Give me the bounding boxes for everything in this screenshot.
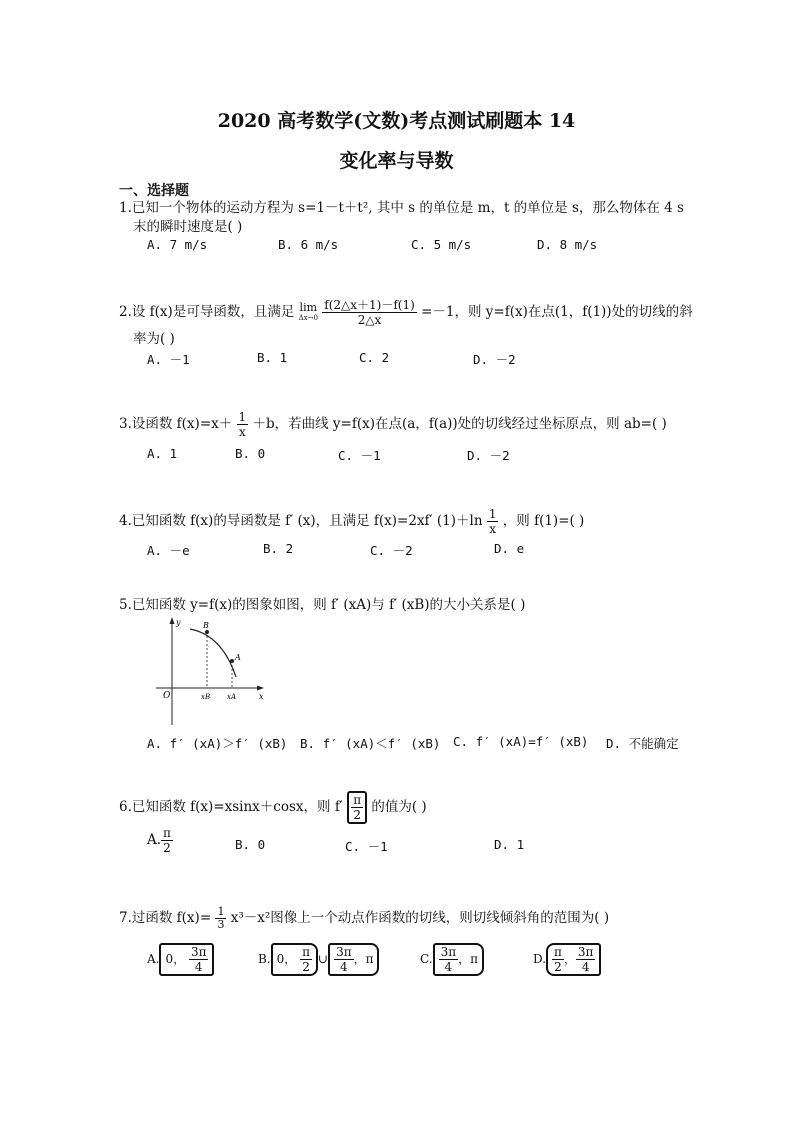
q7-prefix: 7.过函数 f(x)= [119,910,212,926]
q2-option-d: D. －2 [473,352,516,367]
y-axis-label: y [176,618,181,627]
q3-fraction-num: 1 [238,410,247,424]
q7-suffix: x³－x²图像上一个动点作函数的切线，则切线倾斜角的范围为( ) [230,910,610,926]
q7-option-d-den-1: 2 [554,960,562,974]
q2-limit [298,300,318,323]
q7-option-c-den: 4 [444,960,453,974]
q5-option-a: A. f′ (xA)＞f′ (xB) [147,736,288,751]
q7-option-b [258,943,379,976]
question-4 [119,507,584,536]
q3-prefix: 3.设函数 f(x)=x＋ [119,416,233,432]
q7-fraction-den: 3 [217,918,225,931]
q7-option-c-fraction [439,945,459,974]
q2-fraction [322,298,417,327]
q2-fraction-num: f(2△x＋1)－f(1) [324,298,415,312]
q1-option-a: A. 7 m/s [147,237,208,252]
q7-option-c-interval [433,943,484,976]
page-subtitle: 变化率与导数 [339,150,454,172]
q7-option-d-interval [546,943,601,976]
q4-fraction-num: 1 [488,507,497,521]
q6-option-a-den: 2 [163,841,171,855]
q7-option-c-end: ，π [458,952,478,966]
q7-option-b-fraction-2 [334,945,354,974]
point-a [230,659,234,663]
q7-option-a-label: A. [147,952,160,966]
q2-option-b: B. 1 [257,350,288,365]
q5-option-c: C. f′ (xA)=f′ (xB) [453,734,589,749]
question-3 [119,410,667,439]
point-b [205,630,209,634]
q7-option-b-start: 0， [276,952,297,966]
q7-option-c-num: 3π [440,945,457,959]
q7-option-b-fraction-1 [300,945,312,974]
q5-option-d: D. 不能确定 [606,736,679,751]
q4-option-b: B. 2 [263,541,294,556]
question-6 [119,791,427,824]
q7-fraction [215,906,226,931]
q4-prefix: 4.已知函数 f(x)的导函数是 f′ (x)，且满足 f(x)=2xf′ (1)＋ln [119,513,487,529]
q1-option-b: B. 6 m/s [278,237,339,252]
q7-option-d-fraction-1 [552,945,564,974]
q6-option-c: C. －1 [345,839,388,854]
q4-fraction-den: x [489,522,497,536]
section-heading: 一、选择题 [119,183,189,199]
q7-option-c [420,943,484,976]
x-axis-label: x [259,692,264,701]
q3-option-a: A. 1 [147,446,178,461]
q1-option-c: C. 5 m/s [411,237,472,252]
q3-option-b: B. 0 [235,446,266,461]
q2-lim-sub: Δx→0 [298,313,318,322]
xa-label: xA [227,693,237,701]
q7-option-b-label: B. [258,952,271,966]
q7-option-a-den: 4 [194,960,203,974]
q3-fraction [237,410,249,439]
question-5: 5.已知函数 y=f(x)的图象如图，则 f′ (xA)与 f′ (xB)的大小关系是( ) [119,597,526,613]
q7-option-b-end: ，π [353,952,374,966]
q7-option-d-den-2: 4 [581,960,590,974]
question-2-line-1 [119,298,693,327]
q2-option-c: C. 2 [359,350,390,365]
question-1-line-2: 末的瞬时速度是( ) [133,219,243,235]
q3-fraction-den: x [238,425,246,439]
q5-option-b: B. f′ (xA)＜f′ (xB) [300,736,441,751]
q6-fraction-num: π [353,793,362,807]
q2-lim-word: lim [299,300,318,314]
q6-option-a-fraction [161,826,173,855]
q7-option-d-comma: ， [563,952,576,966]
q7-option-a-num: 3π [190,945,207,959]
q7-option-b-num-2: 3π [336,945,352,959]
q7-option-d-num-2: 3π [577,945,594,959]
q4-suffix: ，则 f(1)=( ) [502,513,585,529]
q6-suffix: 的值为( ) [371,799,427,815]
q6-fraction [351,793,363,822]
q6-option-a-label: A. [147,832,162,848]
q6-option-b: B. 0 [235,837,266,852]
q2-prefix: 2.设 f(x)是可导函数，且满足 [119,304,295,320]
origin-label: O [163,691,171,701]
function-graph [150,615,270,727]
q6-option-a-num: π [163,826,171,840]
q4-option-a: A. －e [147,543,190,558]
point-a-label: A [235,653,241,662]
question-7 [119,906,609,931]
q6-prefix: 6.已知函数 f(x)=xsinx＋cosx，则 f′ [119,799,343,815]
q7-option-d-num-1: π [554,945,562,959]
q7-option-b-interval-2 [328,943,379,976]
curve [190,629,236,677]
q2-suffix: =－1，则 y=f(x)在点(1，f(1))处的切线的斜 [421,304,693,320]
page-title: 2020 高考数学(文数)考点测试刷题本 14 [217,110,576,132]
q7-option-a [147,943,214,976]
q7-option-d-label: D. [533,952,547,966]
q3-option-c: C. －1 [338,448,381,463]
q7-option-a-fraction [189,945,209,974]
point-b-label: B [203,621,209,630]
q6-bracket [347,791,367,824]
question-1-line-1: 1.已知一个物体的运动方程为 s=1－t＋t², 其中 s 的单位是 m，t 的单位是 s，那么物体在 4 s [119,200,684,216]
q4-option-c: C. －2 [370,543,413,558]
xb-label: xB [201,693,211,701]
q6-option-d: D. 1 [494,837,525,852]
q6-fraction-den: 2 [353,808,361,822]
q7-option-b-interval-1 [271,943,318,976]
q3-suffix: ＋b，若曲线 y=f(x)在点(a，f(a))处的切线经过坐标原点，则 ab=( ) [252,416,667,432]
q4-option-d: D. e [494,541,525,556]
question-2-line-2: 率为( ) [133,331,175,347]
q1-option-d: D. 8 m/s [537,237,598,252]
q7-option-a-interval [159,943,214,976]
q7-option-b-union: ∪ [318,952,329,966]
x-axis-arrow [257,686,264,691]
q4-fraction [487,507,499,536]
q7-option-b-num-1: π [302,945,310,959]
q3-option-d: D. －2 [467,448,510,463]
q7-option-d [533,943,601,976]
q7-option-b-den-2: 4 [340,960,348,974]
q7-fraction-num: 1 [217,905,225,918]
y-axis-arrow [170,617,175,624]
q7-option-d-fraction-2 [576,945,596,974]
q6-option-a [147,826,173,855]
q2-option-a: A. －1 [147,352,190,367]
q7-option-a-start: 0， [165,952,186,966]
q7-option-b-den-1: 2 [302,960,310,974]
q2-fraction-den: 2△x [357,313,382,327]
q7-option-c-label: C. [420,952,433,966]
